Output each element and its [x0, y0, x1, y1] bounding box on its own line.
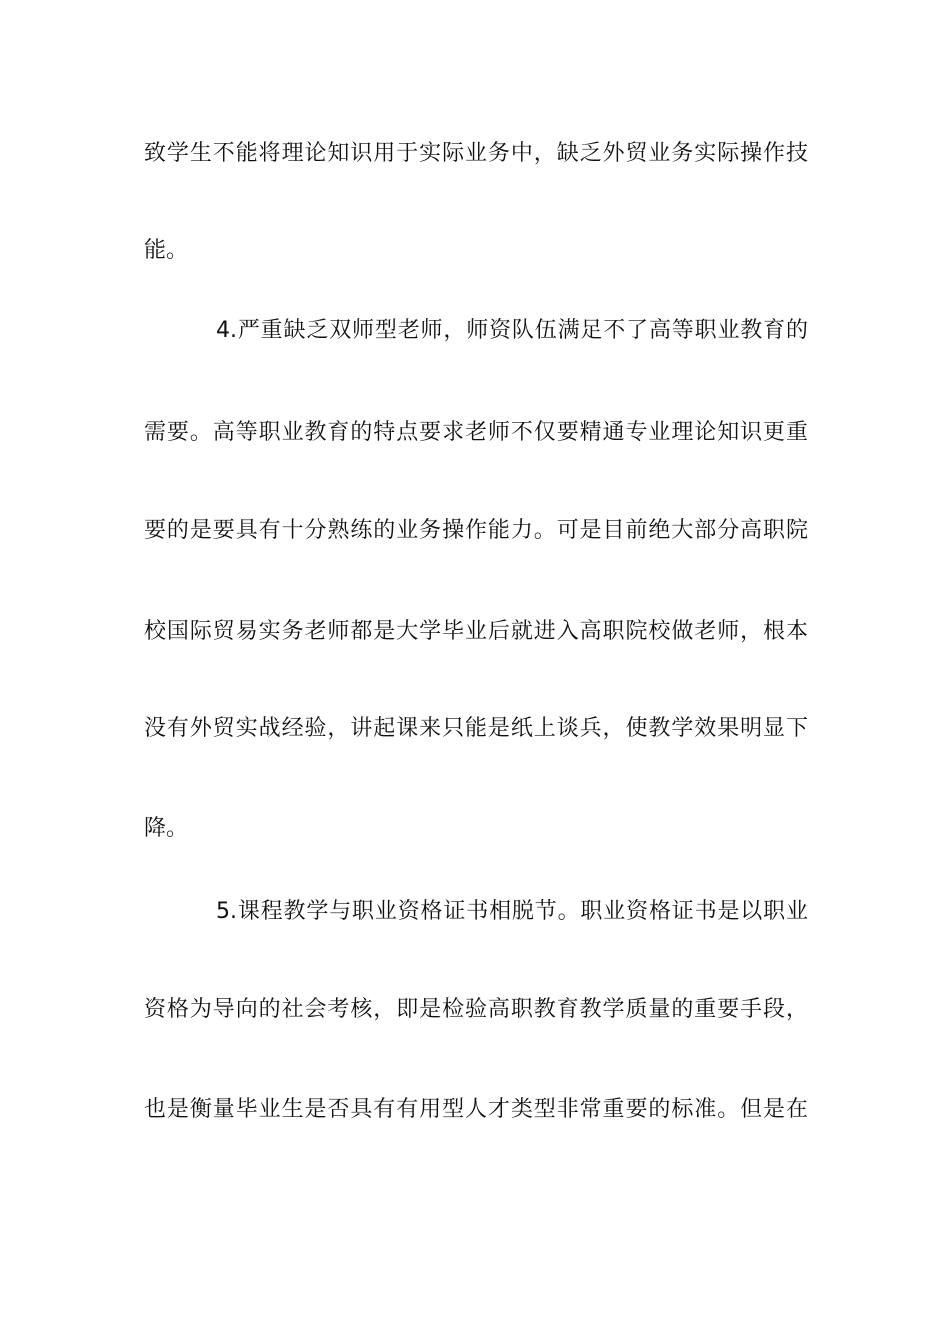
body-text-line-5: 要的是要具有十分熟练的业务操作能力。可是目前绝大部分高职院 [144, 518, 808, 543]
body-text-line-6: 校国际贸易实务老师都是大学毕业后就进入高职院校做老师，根本 [144, 619, 808, 644]
body-text-line-1: 致学生不能将理论知识用于实际业务中，缺乏外贸业务实际操作技 [144, 141, 808, 166]
body-text-line-2: 能。 [144, 238, 189, 263]
body-text-line-9: 5.课程教学与职业资格证书相脱节。职业资格证书是以职业 [216, 899, 808, 924]
body-text-line-10: 资格为导向的社会考核，即是检验高职教育教学质量的重要手段， [144, 997, 808, 1022]
body-text-line-8: 降。 [144, 816, 189, 841]
body-text-line-3: 4.严重缺乏双师型老师，师资队伍满足不了高等职业教育的 [216, 318, 808, 343]
body-text-line-4: 需要。高等职业教育的特点要求老师不仅要精通专业理论知识更重 [144, 420, 808, 445]
body-text-line-11: 也是衡量毕业生是否具有有用型人才类型非常重要的标准。但是在 [144, 1097, 808, 1122]
body-text-line-7: 没有外贸实战经验，讲起课来只能是纸上谈兵，使教学效果明显下 [144, 716, 808, 741]
